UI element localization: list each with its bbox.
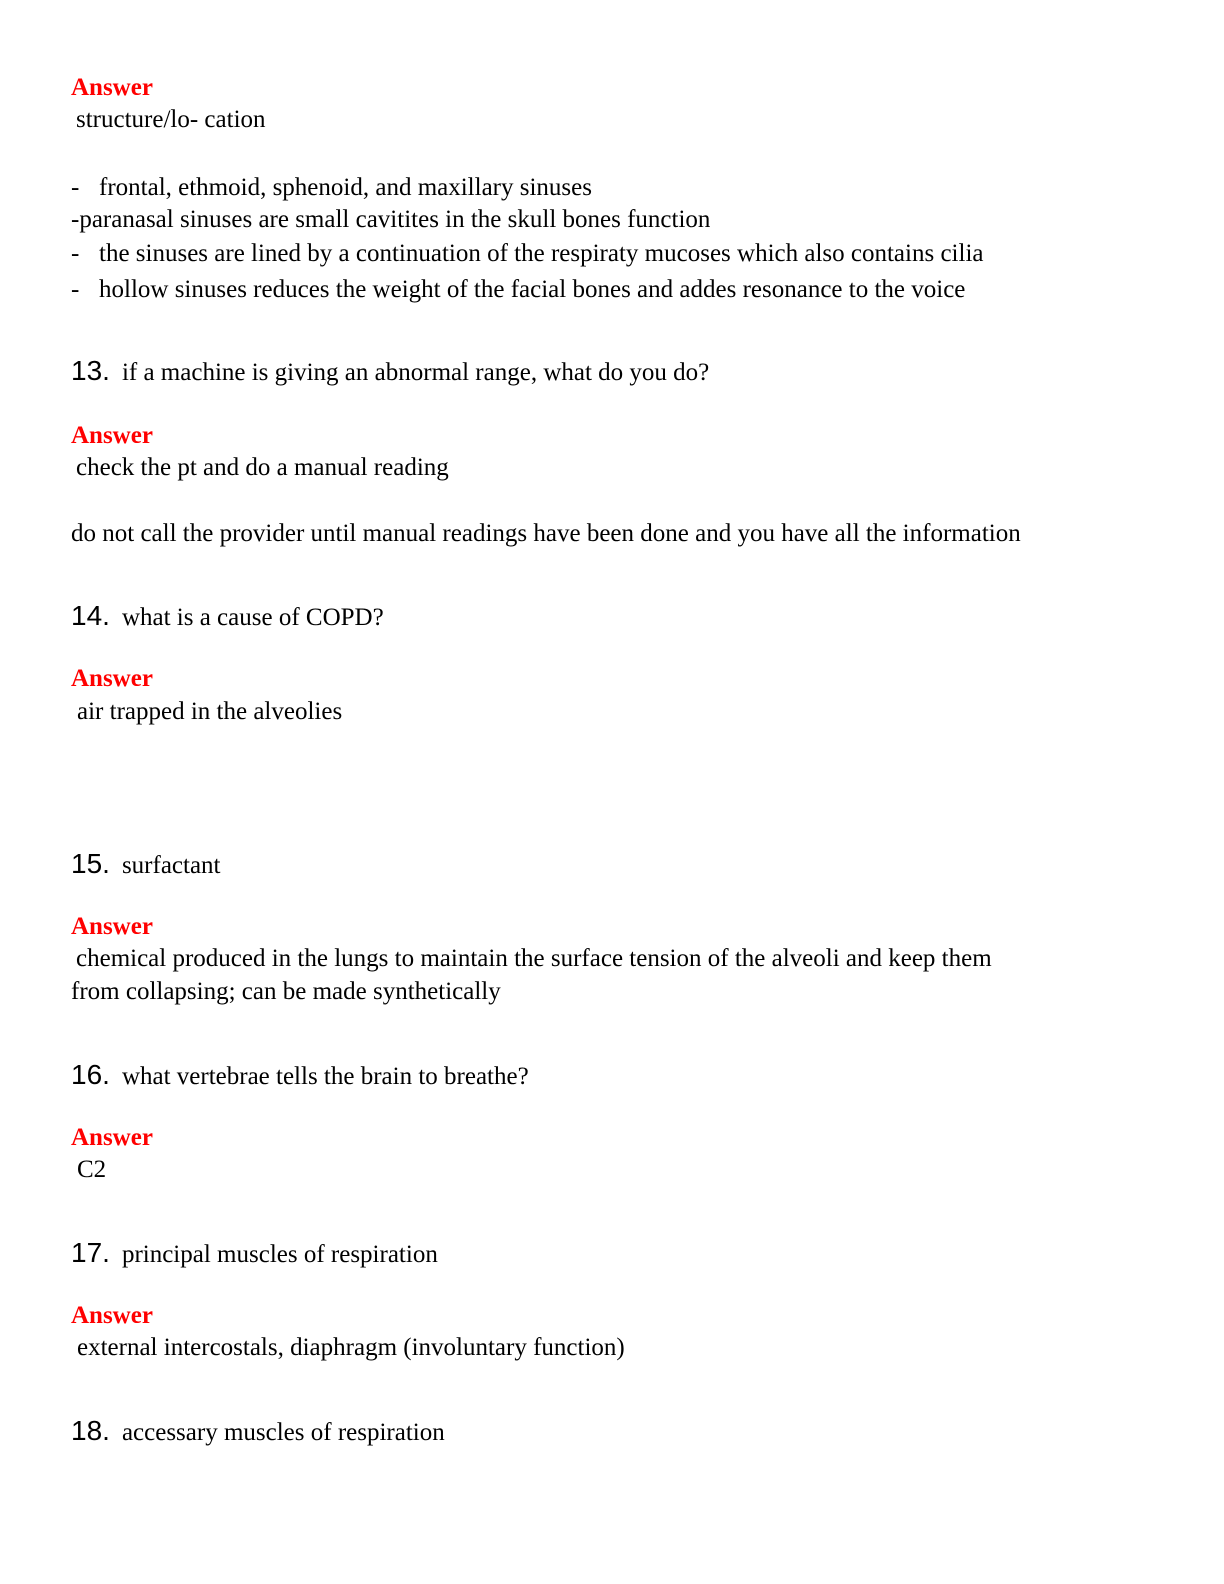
answer-label: Answer [71,422,153,449]
question-row [71,1238,438,1273]
answer-label: Answer [71,665,153,692]
question-number: 17. [71,1237,110,1268]
question-row [71,1060,529,1095]
bullet-item: - frontal, ethmoid, sphenoid, and maxillary sinuses [71,174,592,201]
answer-label: Answer [71,913,153,940]
answer-text: chemical produced in the lungs to maintain the surface tension of the alveoli and keep them [76,945,992,972]
question-text: if a machine is giving an abnormal range, what do you do? [121,359,710,386]
answer-text: from collapsing; can be made synthetically [71,978,501,1005]
question-number: 18. [71,1415,110,1446]
answer-text: check the pt and do a manual reading [76,454,449,481]
question-text: what vertebrae tells the brain to breathe? [121,1063,529,1090]
question-number: 14. [71,600,110,631]
question-text: accessary muscles of respiration [121,1419,445,1446]
question-row [71,356,709,391]
question-row [71,849,221,884]
bullet-item: - the sinuses are lined by a continuation of the respiraty mucoses which also contains cilia [71,240,984,267]
answer-text: air trapped in the alveolies [77,698,343,725]
answer-text: -paranasal sinuses are small cavitites in the skull bones function [71,206,711,233]
answer-text: structure/lo- cation [76,106,266,133]
question-number: 15. [71,848,110,879]
answer-label: Answer [71,74,153,101]
answer-text: external intercostals, diaphragm (involuntary function) [77,1334,625,1361]
answer-text: do not call the provider until manual readings have been done and you have all the information [71,520,1021,547]
question-text: principal muscles of respiration [121,1241,438,1268]
question-number: 13. [71,355,110,386]
question-row [71,1416,445,1451]
answer-label: Answer [71,1302,153,1329]
question-number: 16. [71,1059,110,1090]
question-text: what is a cause of COPD? [121,604,384,631]
question-text: surfactant [121,852,221,879]
answer-text: C2 [77,1156,107,1183]
question-row [71,601,384,636]
answer-label: Answer [71,1124,153,1151]
bullet-item: - hollow sinuses reduces the weight of the facial bones and addes resonance to the voice [71,276,966,303]
